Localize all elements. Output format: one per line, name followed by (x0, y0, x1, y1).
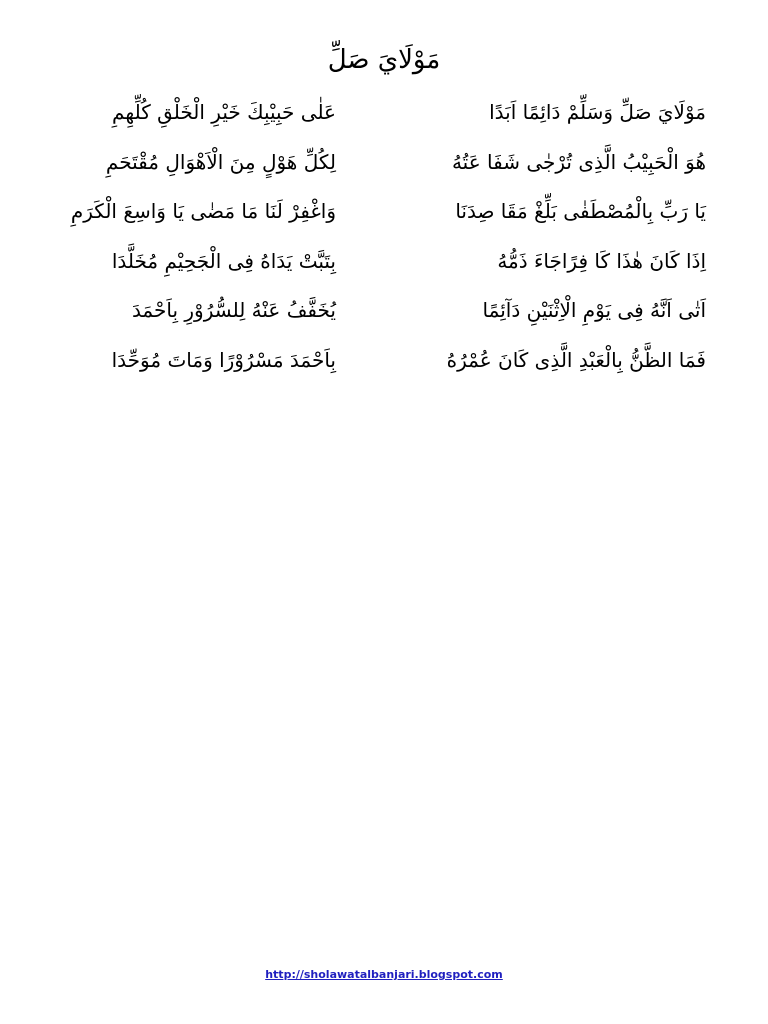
verse-6 (0, 338, 768, 388)
verse-2 (0, 140, 768, 190)
poem-title: مَوْلَايَ صَلِّ (327, 45, 441, 75)
verse-4-first-hemistich: اِذَا كَانَ هٰذَا كَا فِرًاجَاءَ ذَمُّهُ (497, 248, 706, 273)
poem-body (0, 90, 768, 387)
verse-6-second-hemistich: بِاَحْمَدَ مَسْرُوْرًا وَمَاتَ مُوَحِّدَا (111, 347, 336, 372)
verse-3-first-hemistich: يَا رَبِّ بِالْمُصْطَفٰى بَلِّغْ مَقَا صِدَنَا (455, 199, 706, 223)
verse-1 (0, 90, 768, 140)
verse-1-second-hemistich: عَلٰى حَبِيْبِكَ خَيْرِ الْخَلْقِ كُلِّهِمِ (112, 100, 336, 124)
verse-5-first-hemistich: اَتٰى اَنَّهُ فِى يَوْمِ الْاِثْنَيْنِ دَآئِمًا (482, 298, 706, 322)
verse-2-second-hemistich: لِكُلِّ هَوْلٍ مِنَ الْاَهْوَالِ مُقْتَحَمِ (105, 149, 336, 174)
verse-2-first-hemistich: هُوَ الْحَبِيْبُ الَّذِى تُرْجٰى شَفَا عَتُهُ (451, 149, 706, 174)
verse-5-second-hemistich: يُخَفَّفُ عَنْهُ لِلسُّرُوْرِ بِاَحْمَدَ (131, 298, 336, 322)
verse-3-second-hemistich: وَاغْفِرْ لَنَا مَا مَضٰى يَا وَاسِعَ الْكَرَمِ (70, 199, 336, 223)
verse-4-second-hemistich: بِتَبَّتْ يَدَاهُ فِى الْجَحِيْمِ مُخَلَّدَا (111, 248, 336, 273)
verse-1-first-hemistich: مَوْلَايَ صَلِّ وَسَلِّمْ دَائِمًا اَبَدًا (489, 100, 706, 124)
verse-4 (0, 239, 768, 289)
verse-6-first-hemistich: فَمَا الظَّنُّ بِالْعَبْدِ الَّذِى كَانَ عُمْرُهُ (446, 347, 706, 372)
footer-blog-link[interactable]: http://sholawatalbanjari.blogspot.com (265, 968, 503, 981)
verse-5 (0, 288, 768, 338)
verse-3 (0, 189, 768, 239)
